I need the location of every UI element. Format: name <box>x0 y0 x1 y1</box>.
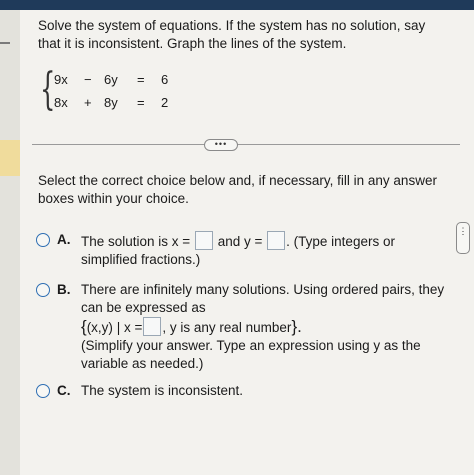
choice-a-part3: . (Type integers or simplified fractions.) <box>81 234 395 267</box>
eq2-operator: + <box>84 95 92 110</box>
scroll-handle[interactable]: ⋮ <box>456 222 470 254</box>
section-divider <box>32 144 460 145</box>
left-panel-strip <box>0 10 20 475</box>
expand-button[interactable]: ••• <box>204 139 238 151</box>
choice-b-radio[interactable] <box>36 283 50 297</box>
eq2-rhs: 2 <box>161 95 169 110</box>
set-ordered-pair: (x,y) <box>86 320 113 335</box>
set-open-brace: { <box>81 317 87 336</box>
eq1-equals: = <box>137 72 145 87</box>
choice-b-hint: (Simplify your answer. Type an expression using y as the variable as needed.) <box>81 338 421 371</box>
x-expression-box[interactable] <box>143 317 161 336</box>
set-bar: | <box>116 320 121 335</box>
choice-a[interactable] <box>36 231 456 271</box>
eq1-term-a: 9x <box>54 72 68 87</box>
set-x-label: x = <box>123 320 143 335</box>
eq1-operator: − <box>84 72 92 87</box>
choice-b-letter: B. <box>57 282 71 297</box>
solution-set-expression <box>81 317 451 337</box>
eq1-term-b: 6y <box>104 72 118 87</box>
choice-a-text <box>81 231 451 269</box>
top-bar <box>0 0 474 10</box>
instruction-text: Select the correct choice below and, if necessary, fill in any answer boxes within your choice. <box>38 173 437 206</box>
choice-a-part1: The solution is x = <box>81 234 191 249</box>
y-answer-box[interactable] <box>267 231 285 250</box>
choice-a-letter: A. <box>57 232 71 247</box>
equation-system <box>40 66 180 118</box>
set-close-brace: }. <box>291 317 302 336</box>
choice-a-radio[interactable] <box>36 233 50 247</box>
choice-b[interactable] <box>36 281 456 377</box>
question-panel <box>20 10 474 475</box>
choice-a-part2: and y = <box>217 234 263 249</box>
choice-c[interactable] <box>36 382 456 402</box>
left-panel-dash <box>0 42 10 44</box>
eq2-equals: = <box>137 95 145 110</box>
left-panel-tab[interactable] <box>0 140 20 176</box>
choice-b-line1: There are infinitely many solutions. Using ordered pairs, they can be expressed as <box>81 282 445 315</box>
question-text: Solve the system of equations. If the system has no solution, say that it is inconsistent. Graph the lines of the system. <box>38 18 426 51</box>
eq2-term-b: 8y <box>104 95 118 110</box>
system-brace: { <box>40 64 56 115</box>
choice-c-radio[interactable] <box>36 384 50 398</box>
set-rest: , y is any real number <box>162 320 292 335</box>
choice-c-text: The system is inconsistent. <box>81 383 244 398</box>
choice-c-letter: C. <box>57 383 71 398</box>
x-answer-box[interactable] <box>195 231 213 250</box>
choice-b-text <box>81 281 451 373</box>
eq1-rhs: 6 <box>161 72 169 87</box>
eq2-term-a: 8x <box>54 95 68 110</box>
